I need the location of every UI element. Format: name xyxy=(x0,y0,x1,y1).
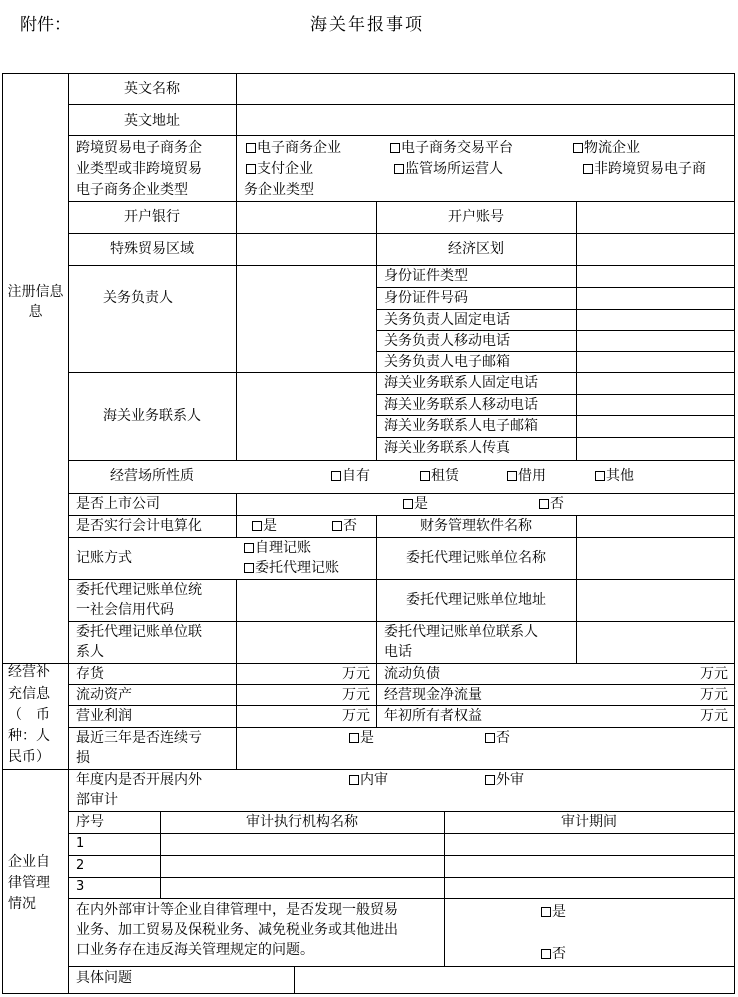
table-border-bottom xyxy=(2,993,735,994)
label-finding-1: 在内外部审计等企业自律管理中，是否发现一般贸易 xyxy=(76,902,398,918)
checkbox[interactable] xyxy=(507,471,517,481)
label-agent-contact-2: 系人 xyxy=(76,644,104,660)
label-officer-phone: 关务负责人固定电话 xyxy=(384,312,510,328)
checkbox[interactable] xyxy=(595,471,605,481)
checkbox[interactable] xyxy=(331,471,341,481)
option-supervision[interactable]: 监管场所运营人 xyxy=(394,159,503,179)
label-contact-mobile: 海关业务联系人移动电话 xyxy=(384,397,538,413)
option-rented[interactable]: 租赁 xyxy=(420,466,459,486)
option-non-cbe[interactable]: 非跨境贸易电子商 xyxy=(583,159,706,179)
label-finding-3: 口业务存在违反海关管理规定的问题。 xyxy=(76,942,314,958)
option-computerized-yes[interactable]: 是 xyxy=(252,516,277,536)
table-row-3: 3 xyxy=(76,879,85,894)
option-payment[interactable]: 支付企业 xyxy=(246,159,313,179)
checkbox[interactable] xyxy=(244,563,254,573)
label-bank: 开户银行 xyxy=(124,209,180,225)
checkbox[interactable] xyxy=(485,775,495,785)
checkbox[interactable] xyxy=(246,164,256,174)
page-title: 海关年报事项 xyxy=(310,15,424,35)
col-line xyxy=(576,265,577,460)
checkbox[interactable] xyxy=(539,499,549,509)
label-id-number: 身份证件号码 xyxy=(384,290,468,306)
option-finding-yes[interactable]: 是 xyxy=(541,902,566,922)
checkbox[interactable] xyxy=(485,733,495,743)
option-computerized-no[interactable]: 否 xyxy=(332,516,357,536)
label-agent-contact-phone-1: 委托代理记账单位联系人 xyxy=(384,624,538,640)
option-internal-audit[interactable]: 内审 xyxy=(349,770,388,790)
row-line xyxy=(68,233,734,234)
row-line xyxy=(68,460,734,461)
unit-current-liabilities: 万元 xyxy=(700,666,728,682)
col-line xyxy=(376,663,377,727)
label-contact-email: 海关业务联系人电子邮箱 xyxy=(384,418,538,434)
checkbox[interactable] xyxy=(244,543,254,553)
label-listed: 是否上市公司 xyxy=(76,496,160,512)
label-loss-2: 损 xyxy=(76,750,90,766)
label-finance-software: 财务管理软件名称 xyxy=(420,518,532,534)
checkbox[interactable] xyxy=(583,164,593,174)
option-loss-yes[interactable]: 是 xyxy=(349,728,374,748)
checkbox[interactable] xyxy=(541,949,551,959)
section-business-3: （ 币 xyxy=(8,707,50,723)
unit-net-cash-flow: 万元 xyxy=(700,687,728,703)
section-audit-1: 企业自 xyxy=(8,854,50,870)
checkbox[interactable] xyxy=(246,143,256,153)
section-audit-3: 情况 xyxy=(8,896,36,912)
label-agent-address: 委托代理记账单位地址 xyxy=(406,592,546,608)
label-premises-nature: 经营场所性质 xyxy=(110,468,194,484)
label-english-name: 英文名称 xyxy=(124,81,180,97)
label-specific-issues: 具体问题 xyxy=(76,970,132,986)
attachment-label: 附件： xyxy=(20,15,71,35)
label-cbe-type-1: 跨境贸易电子商务企 xyxy=(76,140,202,156)
option-listed-no[interactable]: 否 xyxy=(539,494,564,514)
option-owned[interactable]: 自有 xyxy=(331,466,370,486)
label-cbe-type-2: 业类型或非跨境贸易 xyxy=(76,161,202,177)
label-owners-equity: 年初所有者权益 xyxy=(384,708,482,724)
row-line xyxy=(68,898,734,899)
table-border-top xyxy=(2,73,735,74)
col-line xyxy=(576,515,577,663)
option-ecom-enterprise[interactable]: 电子商务企业 xyxy=(246,138,341,158)
checkbox[interactable] xyxy=(252,521,262,531)
row-line xyxy=(68,833,734,834)
option-listed-yes[interactable]: 是 xyxy=(403,494,428,514)
checkbox[interactable] xyxy=(349,733,359,743)
label-current-assets: 流动资产 xyxy=(76,687,132,703)
label-net-cash-flow: 经营现金净流量 xyxy=(384,687,482,703)
option-other[interactable]: 其他 xyxy=(595,466,634,486)
label-id-type: 身份证件类型 xyxy=(384,268,468,284)
label-agent-credit-2: 一社会信用代码 xyxy=(76,602,174,618)
table-row-2: 2 xyxy=(76,858,85,873)
table-border-left xyxy=(2,73,3,993)
label-contact: 海关业务联系人 xyxy=(103,408,201,424)
row-line xyxy=(68,104,734,105)
checkbox[interactable] xyxy=(390,143,400,153)
checkbox[interactable] xyxy=(403,499,413,509)
label-operating-profit: 营业利润 xyxy=(76,708,132,724)
label-customs-officer: 关务负责人 xyxy=(103,290,173,306)
checkbox[interactable] xyxy=(332,521,342,531)
option-agent-book[interactable]: 委托代理记账 xyxy=(244,558,339,578)
checkbox[interactable] xyxy=(420,471,430,481)
checkbox[interactable] xyxy=(349,775,359,785)
col-org: 审计执行机构名称 xyxy=(246,814,358,830)
option-loss-no[interactable]: 否 xyxy=(485,728,510,748)
label-officer-email: 关务负责人电子邮箱 xyxy=(384,354,510,370)
col-line xyxy=(294,966,295,993)
checkbox[interactable] xyxy=(541,907,551,917)
col-period: 审计期间 xyxy=(561,814,617,830)
label-cbe-type-3: 电子商务企业类型 xyxy=(76,182,188,198)
row-line xyxy=(68,135,734,136)
unit-inventory: 万元 xyxy=(342,666,370,682)
section-registration-2: 息 xyxy=(28,304,43,320)
label-agent-contact-phone-2: 电话 xyxy=(384,644,412,660)
label-audit-q-1: 年度内是否开展内外 xyxy=(76,772,202,788)
label-agent-name: 委托代理记账单位名称 xyxy=(406,550,546,566)
label-audit-q-2: 部审计 xyxy=(76,792,118,808)
label-loss-1: 最近三年是否连续亏 xyxy=(76,730,202,746)
table-border-right xyxy=(734,73,735,993)
checkbox[interactable] xyxy=(573,143,583,153)
col-line xyxy=(576,201,577,265)
row-line xyxy=(68,537,734,538)
row-line xyxy=(68,201,734,202)
unit-owners-equity: 万元 xyxy=(700,708,728,724)
row-line xyxy=(68,855,734,856)
label-inventory: 存货 xyxy=(76,666,104,682)
label-agent-contact-1: 委托代理记账单位联 xyxy=(76,624,202,640)
col-seq: 序号 xyxy=(76,814,104,830)
label-agent-credit-1: 委托代理记账单位统 xyxy=(76,582,202,598)
option-ecom-platform[interactable]: 电子商务交易平台 xyxy=(390,138,513,158)
label-account: 开户账号 xyxy=(448,209,504,225)
row-line xyxy=(68,966,734,967)
row-line xyxy=(68,493,734,494)
section-registration: 注册信息 xyxy=(7,284,64,300)
option-non-cbe-cont: 务企业类型 xyxy=(244,182,314,198)
label-special-zone: 特殊贸易区域 xyxy=(110,241,194,257)
label-bookkeeping: 记账方式 xyxy=(76,550,132,566)
checkbox[interactable] xyxy=(394,164,404,174)
label-officer-mobile: 关务负责人移动电话 xyxy=(384,333,510,349)
label-english-address: 英文地址 xyxy=(124,113,180,129)
label-computerized: 是否实行会计电算化 xyxy=(76,518,202,534)
label-economic-zone: 经济区划 xyxy=(448,241,504,257)
label-finding-2: 业务、加工贸易及保税业务、减免税业务或其他进出 xyxy=(76,922,398,938)
option-finding-no[interactable]: 否 xyxy=(541,944,566,964)
unit-operating-profit: 万元 xyxy=(342,708,370,724)
section-audit-2: 律管理 xyxy=(8,875,50,891)
section-business-2: 充信息 xyxy=(8,686,50,702)
col-line xyxy=(236,493,237,537)
col-line xyxy=(444,811,445,966)
col-line xyxy=(236,73,237,461)
table-row-1: 1 xyxy=(76,836,85,851)
row-line xyxy=(68,877,734,878)
option-external-audit[interactable]: 外审 xyxy=(485,770,524,790)
option-borrowed[interactable]: 借用 xyxy=(507,466,546,486)
label-contact-fax: 海关业务联系人传真 xyxy=(384,440,510,456)
section-business-5: 民币） xyxy=(8,749,50,765)
label-current-liabilities: 流动负债 xyxy=(384,666,440,682)
section-business-4: 种：人 xyxy=(8,728,50,744)
option-self-book[interactable]: 自理记账 xyxy=(244,538,311,558)
label-contact-phone: 海关业务联系人固定电话 xyxy=(384,375,538,391)
section-business-1: 经营补 xyxy=(8,664,50,680)
option-logistics[interactable]: 物流企业 xyxy=(573,138,640,158)
unit-current-assets: 万元 xyxy=(342,687,370,703)
